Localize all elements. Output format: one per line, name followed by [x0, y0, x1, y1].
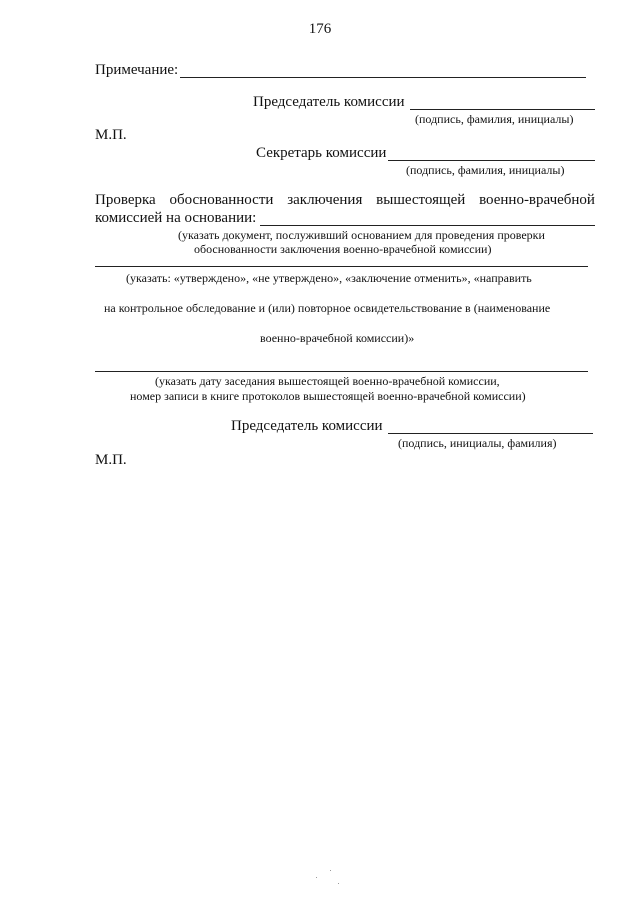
verification-word: Проверка [95, 192, 156, 208]
decision-hint-2: на контрольное обследование и (или) повторное освидетельствование в (наименование [104, 301, 551, 315]
page-number: 176 [308, 21, 332, 37]
chairman-signature-hint: (подпись, фамилия, инициалы) [415, 112, 574, 126]
chairman-2-signature-line[interactable] [388, 433, 593, 434]
chairman-signature-line[interactable] [410, 109, 595, 110]
basis-hint-1: (указать документ, послуживший основанием для проведения проверки [178, 228, 545, 242]
chairman-2-signature-hint: (подпись, инициалы, фамилия) [398, 436, 557, 450]
basis-hint-2: обоснованности заключения военно-врачебной комиссии) [194, 242, 492, 256]
verification-word: заключения [287, 192, 363, 208]
secretary-signature-line[interactable] [388, 160, 595, 161]
decision-hint-1: (указать: «утверждено», «не утверждено», «заключение отменить», «направить [126, 271, 532, 285]
basis-label: комиссией на основании: [95, 210, 257, 226]
date-hint-1: (указать дату заседания вышестоящей военно-врачебной комиссии, [155, 374, 500, 388]
decision-hint-3: военно-врачебной комиссии)» [260, 331, 415, 345]
date-field-line[interactable] [95, 371, 588, 372]
stamp-label: М.П. [95, 127, 127, 143]
date-hint-2: номер записи в книге протоколов вышестоящей военно-врачебной комиссии) [130, 389, 526, 403]
chairman-label: Председатель комиссии [253, 94, 405, 110]
note-label: Примечание: [95, 62, 179, 78]
verification-word: обоснованности [169, 192, 274, 208]
verification-heading [95, 192, 595, 209]
secretary-label: Секретарь комиссии [256, 145, 387, 161]
verification-word: военно-врачебной [479, 192, 595, 208]
basis-field-line[interactable] [260, 225, 595, 226]
chairman-2-label: Председатель комиссии [231, 418, 383, 434]
verification-word: вышестоящей [376, 192, 466, 208]
scan-speck [330, 870, 331, 871]
stamp-2-label: М.П. [95, 452, 127, 468]
scan-speck [338, 883, 339, 884]
decision-field-line[interactable] [95, 266, 588, 267]
scan-speck [316, 877, 317, 878]
note-field-line[interactable] [180, 77, 586, 78]
secretary-signature-hint: (подпись, фамилия, инициалы) [406, 163, 565, 177]
